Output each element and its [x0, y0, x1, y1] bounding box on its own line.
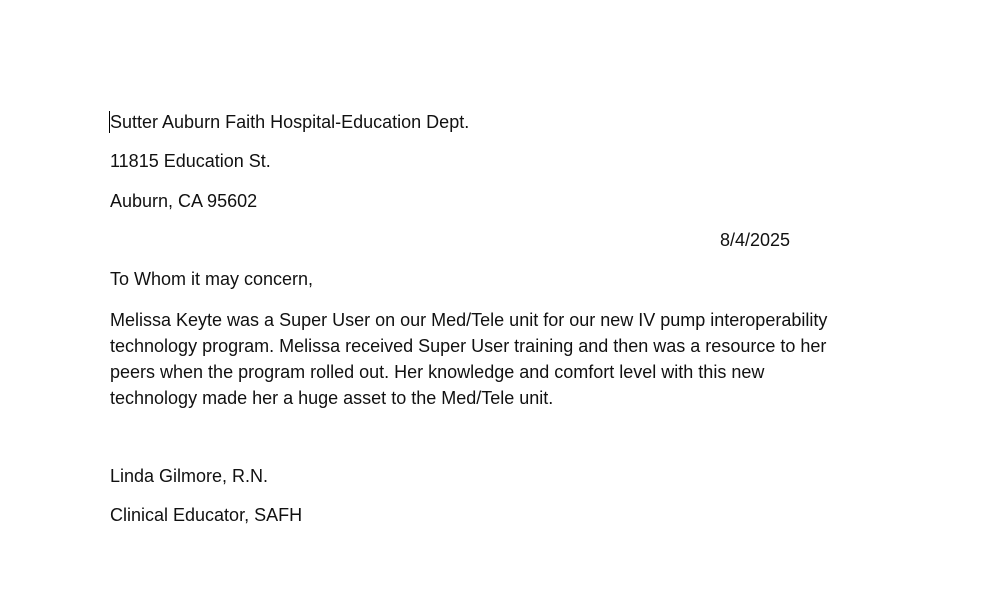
body-line: peers when the program rolled out. Her knowledge and comfort level with this new	[110, 362, 765, 382]
body-line: technology program. Melissa received Super User training and then was a resource to her	[110, 336, 827, 356]
letter-date: 8/4/2025	[720, 230, 791, 250]
body-line: technology made her a huge asset to the Med/Tele unit.	[110, 388, 554, 408]
body-paragraph	[110, 307, 900, 411]
address-city-state-zip: Auburn, CA 95602	[110, 191, 258, 211]
salutation: To Whom it may concern,	[110, 269, 314, 289]
address-street: 11815 Education St.	[110, 151, 271, 171]
signature-title: Clinical Educator, SAFH	[110, 505, 303, 525]
body-line: Melissa Keyte was a Super User on our Med/Tele unit for our new IV pump interoperability	[110, 310, 828, 330]
address-organization: Sutter Auburn Faith Hospital-Education Dept.	[110, 112, 470, 132]
signature-name: Linda Gilmore, R.N.	[110, 466, 269, 486]
